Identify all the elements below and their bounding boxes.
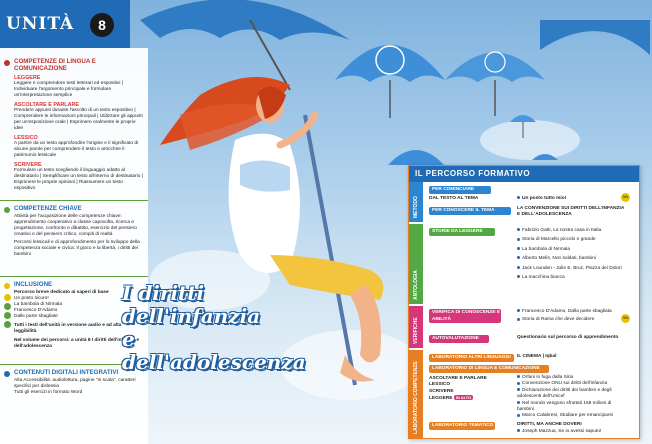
- lab-left-item: SCRIVERE: [429, 388, 454, 394]
- inclusione-item: Francesco D'Adamo: [14, 308, 58, 313]
- lessico-text: A partire da un testo approfondire l'origine e il significato di alcune parole per comprendere il testo e arricchire il patrimonio lessicale: [14, 141, 139, 158]
- book-icon: [4, 321, 11, 328]
- left-panel: [0, 48, 148, 444]
- digitali-item: Tutti gli esercizi in formato Word: [14, 390, 83, 395]
- vfr-badge: Vfr: [621, 314, 630, 323]
- lab-lingua-pill: LABORATORIO DI LINGUA E COMUNICAZIONE: [429, 365, 549, 373]
- percorsi-text: Nel volume dei percorsi: a unità 8 I diritti dell'infanzia e dell'adolescenza: [14, 338, 140, 349]
- competenze-block: [14, 58, 144, 192]
- laboratorio-tab: LABORATORIO COMPETENZE: [409, 350, 423, 438]
- inclusione-text: Percorso breve dedicato ai saperi di base: [14, 290, 109, 295]
- lessico-title: LESSICO: [14, 135, 38, 141]
- storie-item: Fabrizio Gatti, La nostra casa in Italia: [517, 228, 622, 234]
- alta-leggibilita-icon: [4, 312, 11, 319]
- title-line: dell'infanzia: [122, 304, 261, 328]
- girl-illustration: [140, 55, 440, 444]
- storie-pill: STORIE DA LEGGERE: [429, 228, 495, 236]
- scrivere-text: Formulare un testo scegliendo il linguaggio adatto al destinatario | Semplificare un testo all'interno di destinatario | Esprimere le proprie opinioni | Riassumere un testo espositivo: [14, 168, 143, 191]
- lab-item: Orfani in fuga dalla Siria: [517, 375, 629, 381]
- bullet-icon: [4, 207, 10, 213]
- lab-left-list: [429, 376, 509, 403]
- per-cominciare-pill: PER COMINCIARE: [429, 186, 491, 194]
- storie-item: La macchina bianca: [517, 275, 622, 281]
- conoscere-item: LA CONVENZIONE SUI DIRITTI DELL'INFANZIA E DELL'ADOLESCENZA: [517, 206, 625, 218]
- digitali-title: CONTENUTI DIGITALI INTEGRATIVI: [14, 369, 119, 376]
- lab-linguaggi-item: IL CINEMA | Iqbal: [517, 354, 557, 359]
- lab-tematico-sub: Joseph Mazzua, Se io avessi saputo!: [517, 429, 601, 435]
- vfr-badge: Vfr: [621, 193, 630, 202]
- unit-title: [122, 282, 322, 374]
- inclusione-item: Un posto sicuro!: [14, 296, 49, 301]
- percorso-title: IL PERCORSO FORMATIVO: [409, 166, 639, 182]
- verifica-item: Francesco D'Adamo, Dalla parte sbagliata: [517, 309, 622, 315]
- lab-items-list: [517, 375, 629, 420]
- inclusione-title: INCLUSIONE: [14, 281, 53, 288]
- title-line: e dell'adolescenza: [122, 327, 306, 374]
- storie-item: Jack Lounden - Julie E. Bruz, Piazza dei Dolori: [517, 266, 622, 272]
- inclusione-item: La bambola di Nirmala: [14, 302, 62, 307]
- dal-testo-label: DAL TESTO AL TEMA: [429, 196, 479, 201]
- leggere-title: LEGGERE: [14, 75, 41, 81]
- lab-linguaggi-pill: LABORATORIO ALTRI LINGUAGGI: [429, 354, 514, 362]
- divider: [0, 276, 148, 277]
- umbrella-icon: [540, 20, 650, 90]
- umbrella-globe-icon: [440, 40, 550, 120]
- verifica-item: Storia di Rama che deve decidere: [517, 317, 622, 323]
- inclusion-icons: [4, 294, 11, 330]
- lab-left-item: LESSICO: [429, 382, 451, 388]
- leggere-text: Leggere e comprendere testi letterari ed espositivi | Individuare l'argomento principale e formulare un'interpretazione semplice: [14, 81, 123, 98]
- lab-item: Nel mondo vengono sfruttati 168 milioni di bambini: [517, 400, 612, 413]
- lab-left-item: ASCOLTARE E PARLARE: [429, 376, 487, 381]
- metodo-tab: METODO: [409, 182, 423, 222]
- bullet-icon: [4, 283, 10, 289]
- audio-text: Tutti i testi dell'unità in versione audio e ad alta leggibilità: [14, 323, 122, 334]
- ascoltare-title: ASCOLTARE E PARLARE: [14, 102, 79, 108]
- divider: [0, 200, 148, 201]
- chiave-block: [14, 205, 144, 258]
- lab-tematico-item: DIRITTI, MA ANCHE DOVERI: [517, 422, 582, 427]
- verifiche-tab: VERIFICHE: [409, 306, 423, 348]
- chiave-title: COMPETENZE CHIAVE: [14, 205, 82, 212]
- lab-left-item: LEGGERE IN ALTO: [429, 395, 472, 402]
- unit-label: UNITÀ: [6, 14, 75, 34]
- saperi-base-icon: [4, 294, 11, 301]
- per-conoscere-pill: PER CONOSCERE IL TEMA: [429, 207, 511, 215]
- headphones-icon: [4, 303, 11, 310]
- storie-item: Storia di Marcello piccolo e grande: [517, 237, 622, 243]
- lab-item: Marco Calabresi, Studiare per emanciparsi: [517, 413, 629, 419]
- chiave-text1: Attività per l'acquisizione delle competenze chiave: apprendimento cooperativo a classe capovolta, ricerca e progettazione, confronto e dibattito, esercizio del pensiero creativo e del pensiero critico, compiti di realtà: [14, 214, 137, 237]
- inclusione-item: Dalle parte sbagliate: [14, 314, 58, 319]
- umbrella-small-icon: [508, 110, 538, 140]
- leggere-tag: IN ALTO: [455, 395, 472, 401]
- unit-header: [0, 0, 130, 48]
- storie-item: Alberto Melis, Non soldati, bambini: [517, 256, 622, 262]
- dal-testo-item: Un posto tutto mio!: [517, 196, 566, 202]
- ascoltare-text: Prendere appunti durante l'ascolto di un testo espositivo | Comprendere le informazioni principali | Utilizzare gli appunti per un'esposizione orale | Esprimere oralmente le proprie idee: [14, 108, 143, 131]
- bullet-icon: [4, 60, 10, 66]
- digitali-item: Alta Accessibilità: audiolettura, pagine "in scala", caratteri specifici per dislessia: [14, 378, 136, 389]
- lab-tematico-pill: LABORATORIO TEMATICO: [429, 422, 495, 430]
- scrivere-title: SCRIVERE: [14, 162, 42, 168]
- lab-item: Convenzione ONU sui diritti dell'infanzia: [517, 381, 629, 387]
- chiave-text2: Percorsi lessicali e di approfondimento per lo sviluppo della competenza sociale e civica: Il gioco e la libertà, i diritti dei bambini: [14, 240, 140, 257]
- percorso-formativo-panel: [408, 165, 640, 439]
- autovalutazione-item: Questionario sul percorso di apprendimento: [517, 335, 619, 340]
- competenze-title: COMPETENZE DI LINGUA E COMUNICAZIONE: [14, 58, 96, 72]
- verifica-list: [517, 309, 622, 324]
- title-line: I diritti: [122, 281, 205, 305]
- autovalutazione-pill: AUTOVALUTAZIONE: [429, 335, 489, 343]
- storie-list: [517, 228, 622, 281]
- verifica-pill: VERIFICA DI CONOSCENZE E ABILITÀ: [429, 309, 501, 323]
- antologia-tab: ANTOLOGIA: [409, 224, 423, 304]
- bullet-icon: [4, 371, 10, 377]
- unit-number-badge: 8: [90, 13, 114, 37]
- storie-item: La bambola di Nirmala: [517, 247, 622, 253]
- lab-item: Dichiarazione dei diritti dei bambini e degli adolescenti dell'Unicef: [517, 387, 612, 400]
